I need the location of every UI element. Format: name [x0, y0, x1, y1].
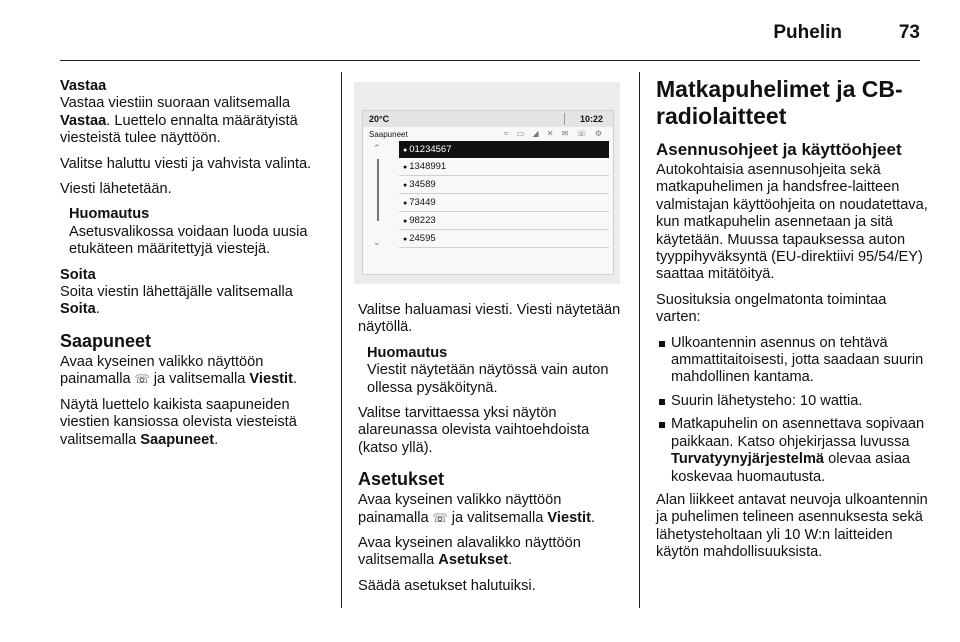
scroll-down-icon[interactable]: ⌄ — [373, 237, 381, 247]
subsection-heading: Asennusohjeet ja käyttöohjeet — [656, 140, 902, 159]
text: Matkapuhelin on asennettava sopivaan paikkaan. Katso ohjekirjassa luvussa — [671, 416, 925, 450]
list-item — [656, 393, 928, 410]
note-text: Asetusvalikossa voidaan luoda uusia etukäteen määritettyjä viestejä. — [69, 223, 308, 258]
select-message-paragraph: Valitse haluamasi viesti. Viesti näytetään näytöllä. — [358, 302, 621, 336]
text: . — [590, 509, 596, 526]
temperature: 20°C — [369, 114, 390, 124]
contact-icon: ● — [403, 164, 408, 171]
message-row[interactable] — [399, 141, 609, 158]
contact-icon: ● — [403, 218, 408, 225]
page-number: 73 — [898, 22, 920, 43]
bold-term: Viestit — [547, 509, 591, 526]
text: Vastaa viestiin suoraan valitsemalla — [60, 95, 291, 112]
page-section-title: Puhelin — [773, 22, 842, 43]
asetukset-paragraph — [358, 492, 628, 527]
header-divider — [60, 60, 920, 61]
note-box — [358, 345, 628, 397]
intro-paragraph: Autokohtaisia asennusohjeita sekä matkapuhelimen ja handsfree-laitteen valmistajan käyttöohjeita on noudatettava, kun matkapuhelin asennetaan ja sitä käytetään. Muussa tapauksessa auton tyyppihyväksyntä (EU-direktiivi 95/54/EY) saattaa mitätöityä. — [656, 162, 928, 283]
text: . Luettelo ennalta määrätyistä viesteistä tulee näyttöön. — [60, 112, 298, 147]
message-number: 73449 — [409, 197, 436, 208]
text: Avaa kyseinen alavalikko näyttöön valitsemalla — [358, 535, 581, 569]
vastaa-paragraph — [60, 95, 330, 147]
text: ja valitsemalla — [447, 509, 548, 526]
bold-term: Viestit — [249, 371, 293, 388]
sent-paragraph: Viesti lähetetään. — [60, 181, 172, 198]
contact-icon: ● — [403, 182, 408, 189]
bullet-icon — [659, 399, 665, 405]
status-divider — [564, 113, 565, 125]
text: Näytä luettelo kaikista saapuneiden viestien kansiossa olevista viesteistä valitsemalla — [60, 396, 297, 448]
bullet-icon — [659, 422, 665, 428]
bold-term: Turvatyynyjärjestelmä — [671, 451, 825, 468]
note-heading: Huomautus — [69, 206, 150, 223]
bold-term: Soita — [60, 301, 96, 318]
list-item — [656, 416, 928, 486]
message-row[interactable] — [399, 230, 609, 248]
section-heading: Matkapuhelimet ja CB-radiolaitteet — [656, 76, 903, 129]
text: Suurin lähetysteho: 10 wattia. — [671, 392, 863, 409]
message-number: 01234567 — [409, 144, 452, 155]
options-paragraph: Valitse tarvittaessa yksi näytön alareunassa olevista vaihtoehdoista (katso yllä). — [358, 405, 590, 456]
message-row[interactable] — [399, 176, 609, 194]
message-row[interactable] — [399, 194, 609, 212]
phone-icon: ☏ — [432, 510, 448, 525]
bold-term: Saapuneet — [140, 431, 215, 448]
message-row[interactable] — [399, 212, 609, 230]
status-icons: ≈ ▭ ◢ ✕ ✉ ☏ ⚙ — [503, 129, 605, 138]
right-column — [656, 78, 928, 570]
text: olevaa asiaa koskevaa huomautusta. — [671, 451, 911, 485]
screen-title: Saapuneet — [369, 130, 408, 139]
message-number: 1348991 — [409, 161, 447, 172]
select-paragraph: Valitse haluttu viesti ja vahvista valinta. — [60, 155, 312, 172]
status-bar — [363, 111, 613, 127]
message-number: 24595 — [409, 233, 436, 244]
infotainment-screenshot — [354, 82, 620, 284]
clock: 10:22 — [579, 114, 603, 124]
text: . — [95, 301, 100, 318]
text: Soita viestin lähettäjälle valitsemalla — [60, 284, 293, 301]
list-item — [656, 335, 928, 387]
message-number: 98223 — [409, 215, 436, 226]
display-screen — [362, 110, 614, 275]
message-number: 34589 — [409, 179, 436, 190]
contact-icon: ● — [403, 147, 408, 154]
column-divider-2 — [639, 72, 640, 608]
phone-icon: ☏ — [134, 372, 150, 387]
soita-label: Soita — [60, 266, 96, 283]
bullet-icon — [659, 341, 665, 347]
submenu-paragraph — [358, 535, 628, 570]
scroll-up-icon[interactable]: ⌃ — [373, 143, 381, 153]
bold-term: Asetukset — [438, 552, 509, 569]
saapuneet-paragraph — [60, 354, 330, 389]
column-divider-1 — [341, 72, 342, 608]
bold-term: Vastaa — [60, 112, 107, 129]
adjust-paragraph: Säädä asetukset halutuiksi. — [358, 577, 536, 594]
dealer-paragraph: Alan liikkeet antavat neuvoja ulkoantennin ja puhelimen telineen asennuksesta sekä lähetysteholtaan yli 10 W:n laitteiden käytön mahdollisuuksista. — [656, 491, 928, 561]
middle-column — [358, 302, 628, 603]
message-list — [399, 141, 609, 248]
scrollbar[interactable] — [377, 159, 379, 221]
message-row[interactable] — [399, 158, 609, 176]
text: ja valitsemalla — [149, 371, 250, 388]
text: . — [214, 431, 219, 448]
asetukset-heading: Asetukset — [358, 469, 445, 490]
show-paragraph — [60, 397, 330, 449]
text: Avaa kyseinen valikko näyttöön painamalla — [358, 492, 562, 526]
recommendations-list — [656, 335, 928, 486]
vastaa-label: Vastaa — [60, 78, 107, 94]
saapuneet-heading: Saapuneet — [60, 330, 152, 351]
left-column — [60, 78, 330, 457]
text: . — [292, 371, 298, 388]
text: Avaa kyseinen valikko näyttöön painamalla — [60, 353, 264, 388]
text: Ulkoantennin asennus on tehtävä ammattitaitoisesti, jotta saadaan suurin mahdollinen kantama. — [671, 334, 924, 386]
recommendations-paragraph: Suosituksia ongelmatonta toimintaa varten: — [656, 291, 887, 326]
note-box — [60, 206, 330, 258]
contact-icon: ● — [403, 200, 408, 207]
note-text: Viestit näytetään näytössä vain auton ollessa pysäköitynä. — [367, 362, 609, 396]
text: . — [508, 552, 513, 569]
contact-icon: ● — [403, 236, 408, 243]
soita-paragraph — [60, 284, 330, 319]
note-heading: Huomautus — [367, 344, 448, 361]
